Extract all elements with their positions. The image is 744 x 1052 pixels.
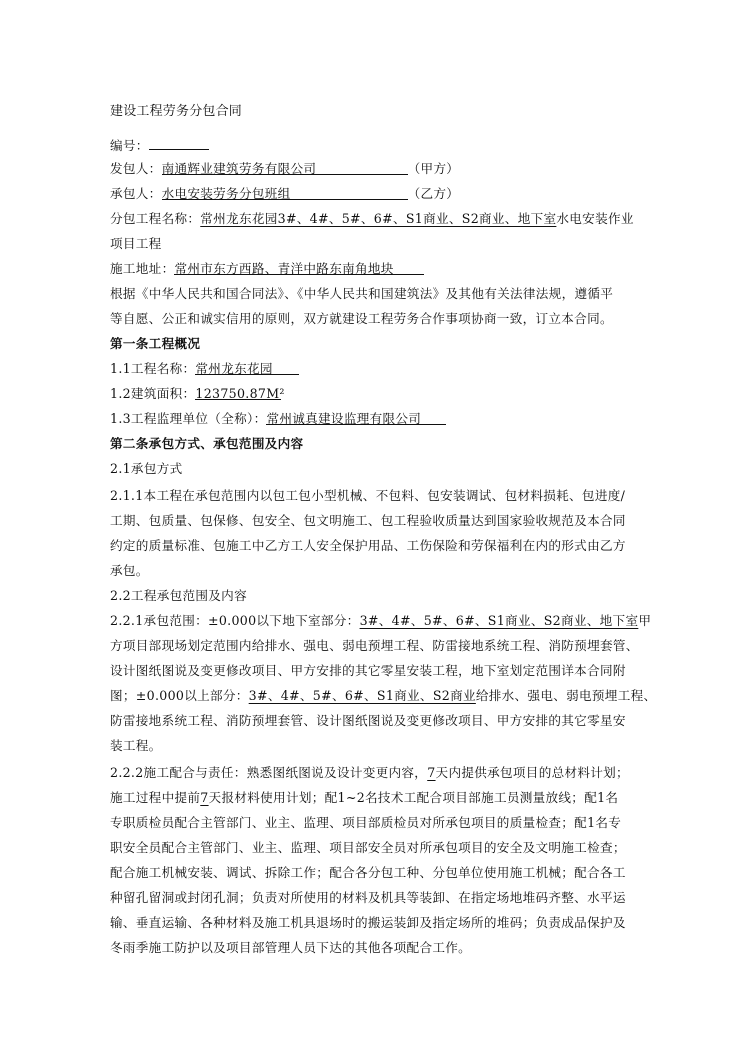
project-suffix: 水电安装作业 [556, 211, 634, 226]
clause-2-2-2-line-1: 2.2.2施工配合与责任：熟悉图纸图说及设计变更内容，7天内提供承包项目的总材料计划； [110, 765, 629, 780]
usage-plan-days: 7 [200, 790, 209, 805]
article-2-heading: 第二条承包方式、承包范围及内容 [110, 436, 304, 451]
article-1-heading: 第一条工程概况 [110, 336, 201, 351]
clause-2-1-1-line-4: 承包。 [110, 563, 149, 578]
employer-role: （甲方） [407, 161, 460, 176]
clause-1-2 [110, 386, 640, 402]
clause-2-2-2-line-7: 输、垂直运输、各种材料及施工机具退场时的搬运装卸及指定场所的堆码；负责成品保护及 [110, 915, 626, 930]
clause-1-2-label: 1.2建筑面积： [110, 386, 196, 401]
project-name-line [110, 211, 640, 227]
contractor-label: 承包人： [110, 186, 162, 201]
project-name: 常州龙东花园3#、4#、5#、6#、S1商业、S2商业、地下室 [200, 211, 557, 226]
project-label: 分包工程名称： [110, 211, 201, 226]
employer-label: 发包人： [110, 161, 162, 176]
clause-2-1-1-line-1: 2.1.1本工程在承包范围内以包工包小型机械、不包料、包安装调试、包材料损耗、包进度/ [110, 488, 626, 503]
clause-2-2-2-line-4: 职安全员配合主管部门、业主、监理、项目部安全员对所承包项目的安全及文明施工检查； [110, 840, 626, 855]
clause-1-3 [110, 411, 640, 427]
contractor-name: 水电安装劳务分包班组 [162, 186, 408, 200]
clause-1-1 [110, 361, 640, 377]
number-label: 编号： [110, 138, 149, 153]
building-area: 123750.87M² [195, 386, 285, 401]
contractor-role: （乙方） [407, 186, 460, 201]
intro-line-1: 根据《中华人民共和国合同法》、《中华人民共和国建筑法》及其他有关法律法规，遵循平 [110, 286, 614, 301]
site-address: 常州市东方西路、青洋中路东南角地块 [174, 261, 424, 275]
clause-2-2-2-line-8: 冬雨季施工防护以及项目部管理人员下达的其他各项配合工作。 [110, 940, 472, 955]
clause-2-2: 2.2工程承包范围及内容 [110, 588, 247, 603]
document-title: 建设工程劳务分包合同 [110, 104, 243, 119]
scope-above-ground: 3#、4#、5#、6#、S1商业、S2商业 [248, 688, 476, 703]
clause-2-1-1-line-3: 约定的质量标准、包施工中乙方工人安全保护用品、工伤保险和劳保福利在内的形式由乙方 [110, 538, 626, 553]
clause-1-1-label: 1.1工程名称： [110, 361, 196, 376]
clause-2-2-1-line-3: 设计图纸图说及变更修改项目、甲方安排的其它零星安装工程，地下室划定范围详本合同附 [110, 663, 626, 678]
clause-2-2-2-line-2: 施工过程中提前7天报材料使用计划；配1~2名技术工配合项目部施工员测量放线；配1名 [110, 790, 619, 805]
clause-2-2-1-line-4: 图；±0.000以上部分：3#、4#、5#、6#、S1商业、S2商业给排水、强电、弱电预埋工程、 [110, 688, 657, 703]
clause-2-1: 2.1承包方式 [110, 461, 183, 476]
supervisor-name: 常州诚真建设监理有限公司 [266, 411, 446, 425]
contractor-line [110, 186, 640, 202]
clause-2-2-1-line-6: 装工程。 [110, 738, 162, 753]
employer-name: 南通辉业建筑劳务有限公司 [162, 161, 408, 175]
clause-2-2-2-line-5: 配合施工机械安装、调试、拆除工作；配合各分包工种、分包单位使用施工机械；配合各工 [110, 865, 626, 880]
clause-2-2-2-line-3: 专职质检员配合主管部门、业主、监理、项目部质检员对所承包项目的质量检查；配1名专 [110, 815, 622, 830]
project-name-line-2: 项目工程 [110, 236, 162, 251]
project-short-name: 常州龙东花园 [195, 361, 299, 375]
address-label: 施工地址： [110, 261, 175, 276]
number-blank [149, 136, 209, 150]
clause-2-2-2-line-6: 种留孔留洞或封闭孔洞；负责对所使用的材料及机具等装卸、在指定场地堆码齐整、水平运 [110, 890, 626, 905]
site-address-line [110, 261, 640, 277]
clause-1-3-label: 1.3工程监理单位（全称）： [110, 411, 267, 426]
scope-below-ground: 3#、4#、5#、6#、S1商业、S2商业、地下室 [359, 613, 639, 628]
clause-2-2-1-line-5: 防雷接地系统工程、消防预埋套管、设计图纸图说及变更修改项目、甲方安排的其它零星安 [110, 713, 626, 728]
intro-line-2: 等自愿、公正和诚实信用的原则，双方就建设工程劳务合作事项协商一致，订立本合同。 [110, 311, 613, 326]
clause-2-2-1-line-1: 2.2.1承包范围：±0.000以下地下室部分：3#、4#、5#、6#、S1商业、S2商业、地下室甲 [110, 613, 652, 628]
clause-2-2-1-line-2: 方项目部现场划定范围内给排水、强电、弱电预埋工程、防雷接地系统工程、消防预埋套管、 [110, 638, 639, 653]
employer-line [110, 161, 640, 177]
material-plan-days: 7 [427, 765, 436, 780]
contract-number-line [110, 136, 640, 154]
clause-2-1-1-line-2: 工期、包质量、包保修、包安全、包文明施工、包工程验收质量达到国家验收规范及本合同 [110, 513, 626, 528]
